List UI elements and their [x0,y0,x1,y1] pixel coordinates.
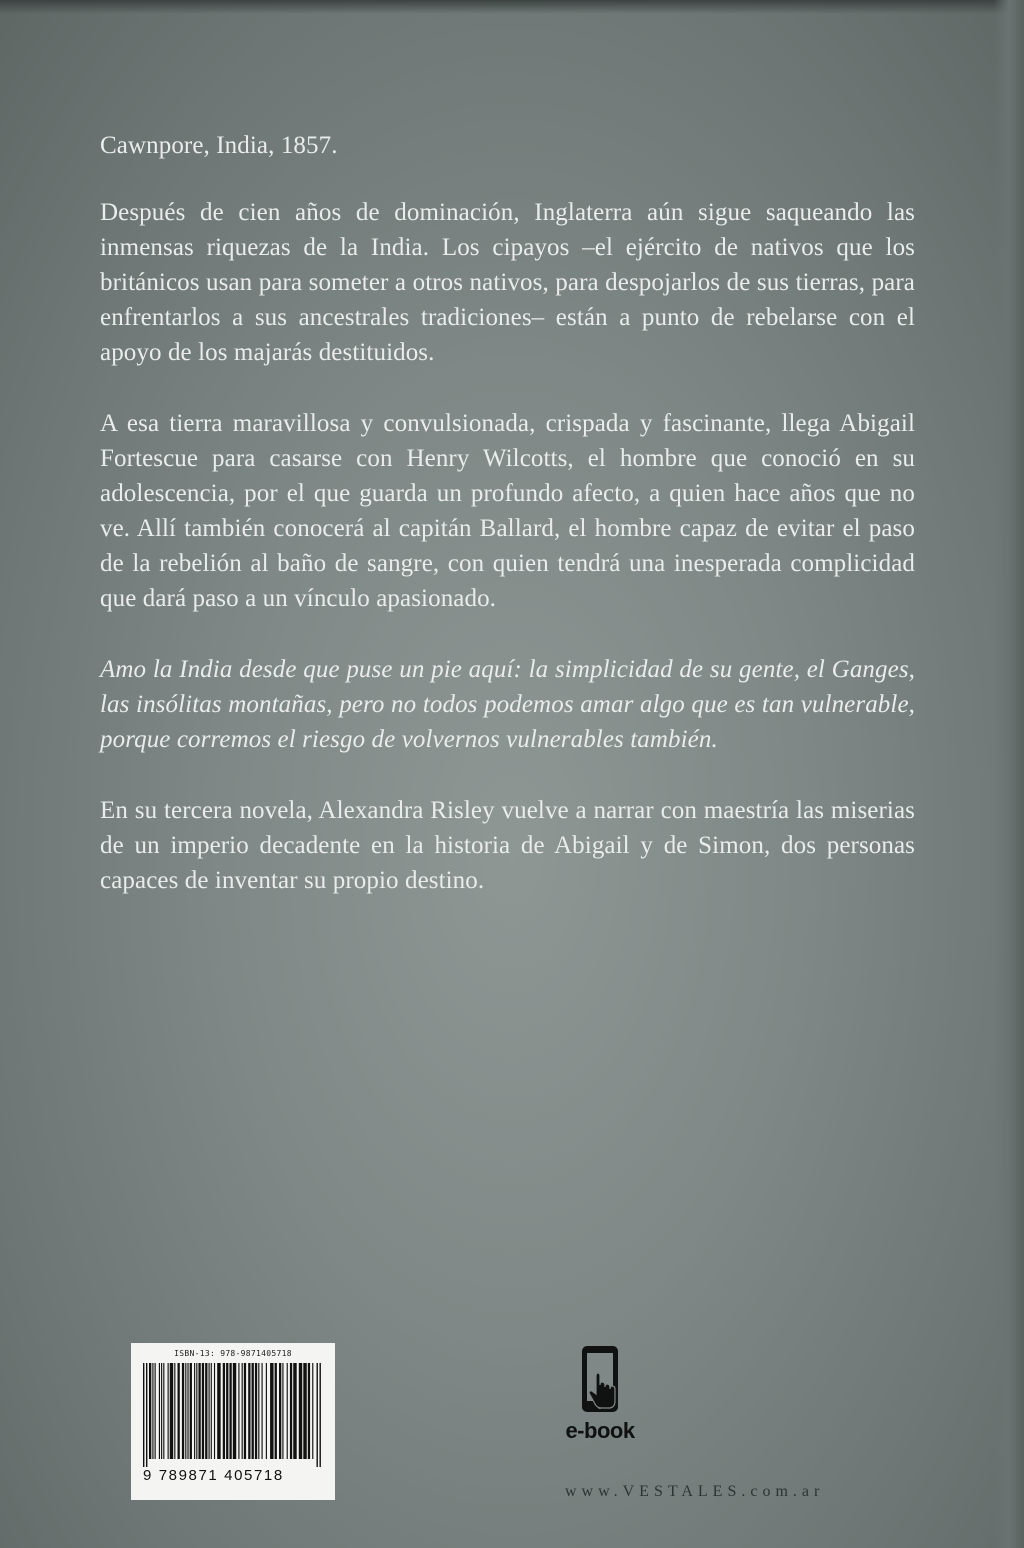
barcode-bar [149,1363,151,1459]
publisher-website: www.VESTALES.com.ar [565,1483,825,1500]
barcode-bar [293,1363,296,1459]
barcode-bar [242,1363,243,1459]
barcode-bar [248,1363,250,1459]
barcode-bar [196,1363,197,1459]
barcode-bar [178,1363,180,1459]
barcode-bar [290,1363,292,1459]
barcode-guard-bar [143,1363,144,1467]
barcode-bar [202,1363,204,1459]
barcode-bar [214,1363,215,1459]
barcode-bar [299,1363,302,1459]
barcode-bar [226,1363,228,1459]
barcode-bar [185,1363,186,1459]
blurb-paragraph-2: A esa tierra maravillosa y convulsionada, crispada y fascinante, llega Abigail Fortescue para casarse con Henry Wilcotts, el hombre que conoció en su adolescencia, por el que guarda un profundo afecto, a quien hace años que no ve. Allí también conocerá al capitán Ballard, el hombre capaz de evitar el paso de la rebelión al baño de sangre, con quien tendrá una inesperada complicidad que dará paso a un vínculo apasionado. [100,410,915,612]
back-cover-blurb [100,128,915,934]
barcode-bar [161,1363,162,1459]
barcode-bar [282,1363,283,1459]
barcode-bar [252,1363,254,1459]
barcode-bar [170,1363,173,1459]
barcode-bar [163,1363,164,1459]
barcode-bar [229,1363,231,1459]
barcode-bar [182,1363,184,1459]
barcode-bar [270,1363,273,1459]
isbn-barcode [131,1343,335,1500]
blurb-paragraph-1: Después de cien años de dominación, Inglaterra aún sigue saqueando las inmensas riquezas de la India. Los cipayos –el ejército de nativos que los británicos usan para someter a otros nativos, para despojarlos de sus tierras, para enfrentarlos a sus ancestrales tradiciones– están a punto de rebelarse con el apoyo de los majarás destituidos. [100,199,915,366]
barcode-bar [312,1363,313,1459]
barcode-bar [155,1363,156,1459]
isbn-label: ISBN-13: 978-9871405718 [174,1349,292,1358]
barcode-bar [217,1363,220,1459]
barcode-bar [168,1363,169,1459]
barcode-bar [223,1363,225,1459]
barcode-bar [198,1363,200,1459]
barcode-bar [187,1363,188,1459]
barcode-bar [266,1363,267,1459]
barcode-bar [174,1363,175,1459]
barcode-bar [279,1363,281,1459]
barcode-bar [303,1363,306,1459]
barcode-bar [258,1363,259,1459]
barcode-bar [194,1363,195,1459]
barcode-guard-bar [320,1363,321,1467]
barcode-bar [159,1363,160,1459]
barcode-bar [244,1363,246,1459]
barcode-bar [238,1363,239,1459]
barcode-bars [141,1363,325,1467]
barcode-digits: 9 789871 405718 [143,1467,284,1484]
barcode-bar [211,1363,212,1459]
barcode-bar [205,1363,207,1459]
blurb-paragraph-3: En su tercera novela, Alexandra Risley vuelve a narrar con maestría las miserias de un imperio decadente en la historia de Abigail y de Simon, dos personas capaces de inventar su propio destino. [100,797,915,894]
barcode-bar [308,1363,310,1459]
barcode-bar [287,1363,288,1459]
barcode-bar [233,1363,236,1459]
barcode-bar [255,1363,257,1459]
barcode-bar [152,1363,153,1459]
barcode-bar [275,1363,277,1459]
blurb-quote: Amo la India desde que puse un pie aquí: la simplicidad de su gente, el Ganges, las insólitas montañas, pero no todos podemos amar algo que es tan vulnerable, porque corremos el riesgo de volvernos vulnerables también. [100,656,915,753]
place-date-line: Cawnpore, India, 1857. [100,132,338,159]
cover-right-edge [994,0,1024,1548]
barcode-bar [209,1363,210,1459]
barcode-bar [190,1363,192,1459]
barcode-guard-bar [317,1363,318,1467]
ebook-label: e-book [565,1418,635,1443]
barcode-bar [262,1363,263,1459]
cover-top-edge [0,0,1024,14]
barcode-guard-bar [146,1363,147,1467]
